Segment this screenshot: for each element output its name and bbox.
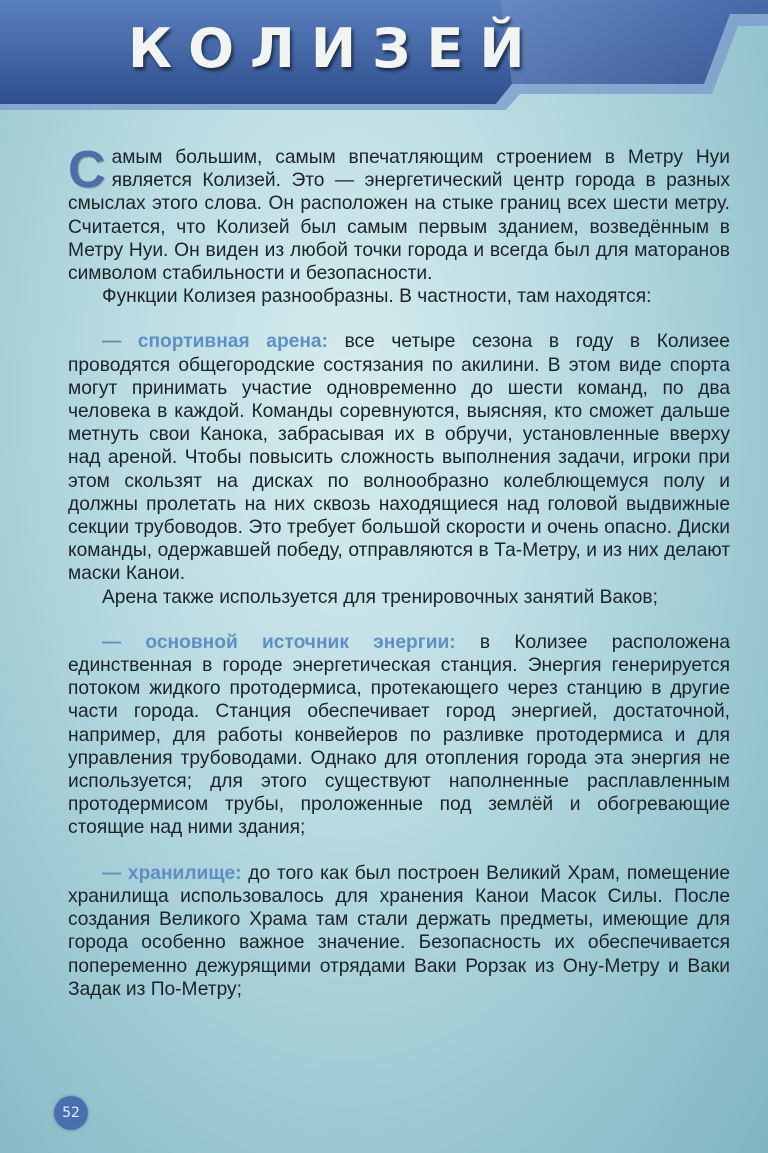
header-banner <box>0 0 768 110</box>
section-arena <box>68 330 730 585</box>
section-text: в Колизее расположена единственная в городе энергетическая станция. Энергия генерируется потоком жидкого протодермиса, протекающего через станцию в другие части города. Станция обеспечивает город энергией, достаточной, например, для работы конвейеров по разливке протодермиса и для управления трубоводами. Однако для отопления города эта энергия не используется; для этого существуют наполненные расплавленным протодермисом трубы, проложенные под землёй и обогревающие стоящие над ними здания; <box>68 631 731 839</box>
section-energy <box>68 631 730 840</box>
section-extra: Арена также используется для тренировочных занятий Ваков; <box>102 586 658 608</box>
section-text: до того как был построен Великий Храм, помещение хранилища использовалось для хранения Канои Масок Силы. После создания Великого Храма там стали держать предметы, имеющие для города особенно важное значение. Безопасность их обеспечивается попеременно дежурящими отрядами Ваки Рорзак из Ону-Метру и Ваки Задак из По-Метру; <box>68 862 730 1000</box>
section-text: все четыре сезона в году в Колизее проводятся общегородские состязания по акилини. В этом виде спорта могут принимать участие одновременно до шести команд, по два человека в каждой. Команды соревнуются, выясняя, кто сможет дальше метнуть свои Канока, забрасывая их в обручи, установленные вверху над ареной. Чтобы повысить сложность выполнения задачи, игроки при этом скользят на дисках по волнообразно колеблющемуся полу и должны пролетать на них сквозь находящиеся над головой выдвижные секции трубоводов. Это требует большой скорости и очень опасно. Диски команды, одержавшей победу, отправляются в Та-Метру, и из них делают маски Канои. <box>68 331 730 585</box>
page-number: 52 <box>54 1096 88 1130</box>
article-body <box>68 141 731 1001</box>
section-heading: — основной источник энергии: <box>102 631 456 653</box>
functions-intro: Функции Колизея разнообразны. В частности, там находятся: <box>102 286 652 308</box>
section-heading: — хранилище: <box>102 862 242 884</box>
drop-cap: С <box>68 141 106 199</box>
section-heading: — спортивная арена: <box>102 331 328 353</box>
intro-text: амым большим, самым впечатляющим строением в Метру Нуи является Колизей. Это — энергетический центр города в разных смыслах этого слова. Он расположен на стыке границ всех шести метру. Считается, что Колизей был самым первым зданием, возведённым в Метру Нуи. Он виден из любой точки города и всегда был для матoранов символом стабильности и безопасности. <box>68 147 730 285</box>
section-storage <box>68 862 730 1001</box>
page-title: КОЛИЗЕЙ <box>128 17 541 80</box>
intro-paragraph <box>68 141 730 285</box>
